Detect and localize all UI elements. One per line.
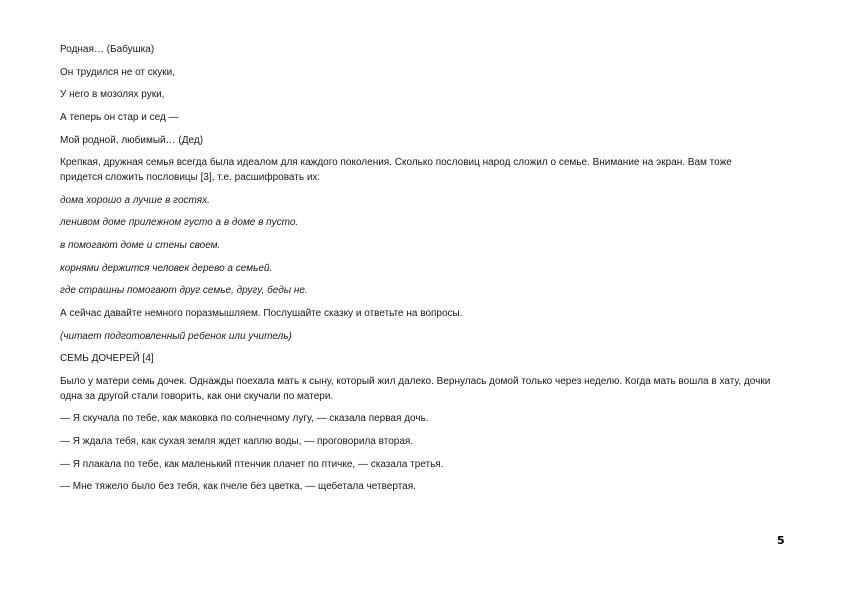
page-number: 5 (777, 534, 785, 547)
paragraph: — Я плакала по тебе, как маленький птенчик плачет по птичке, — сказала третья. (60, 458, 444, 470)
paragraph: Родная… (Бабушка) (60, 44, 155, 55)
paragraph: — Мне тяжело было без тебя, как пчеле без цветка, — щебетала четвертая. (60, 481, 416, 493)
stage-note: (читает подготовленный ребенок или учитель) (60, 330, 292, 342)
paragraph: Он трудился не от скуки, (60, 66, 176, 78)
paragraph: Было у матери семь дочек. Однажды поехала мать к сыну, который жил далеко. Вернулась домой только через неделю. Когда мать вошла в хату, дочки одна за другой стали говорить, как они скучали по матери. (60, 376, 771, 402)
page-text (60, 43, 775, 503)
proverb: ленивом доме прилежном густо а в доме в пусто. (60, 217, 299, 229)
paragraph: Крепкая, дружная семья всегда была идеалом для каждого поколения. Сколько пословиц народ сложил о семье. Внимание на экран. Вам тоже придется сложить пословицы [3], т.е. расшифровать их: (60, 157, 732, 183)
paragraph: А сейчас давайте немного поразмышляем. Послушайте сказку и ответьте на вопросы. (60, 308, 463, 320)
paragraph: А теперь он стар и сед — (60, 112, 179, 124)
proverb: где страшны помогают друг семье, другу, беды не. (60, 285, 308, 297)
paragraph: — Я скучала по тебе, как маковка по солнечному лугу, — сказала первая дочь. (60, 413, 429, 425)
paragraph: Мой родной, любимый… (Дед) (60, 134, 204, 146)
proverb: в помогают доме и стены своем. (60, 240, 221, 251)
story-title: СЕМЬ ДОЧЕРЕЙ [4] (60, 353, 154, 365)
paragraph: — Я ждала тебя, как сухая земля ждет каплю воды, — проговорила вторая. (60, 436, 414, 447)
proverb: корнями держится человек дерево а семьей. (60, 262, 273, 274)
proverb: дома хорошо а лучше в гостях. (60, 194, 210, 206)
paragraph: У него в мозолях руки, (60, 89, 165, 101)
